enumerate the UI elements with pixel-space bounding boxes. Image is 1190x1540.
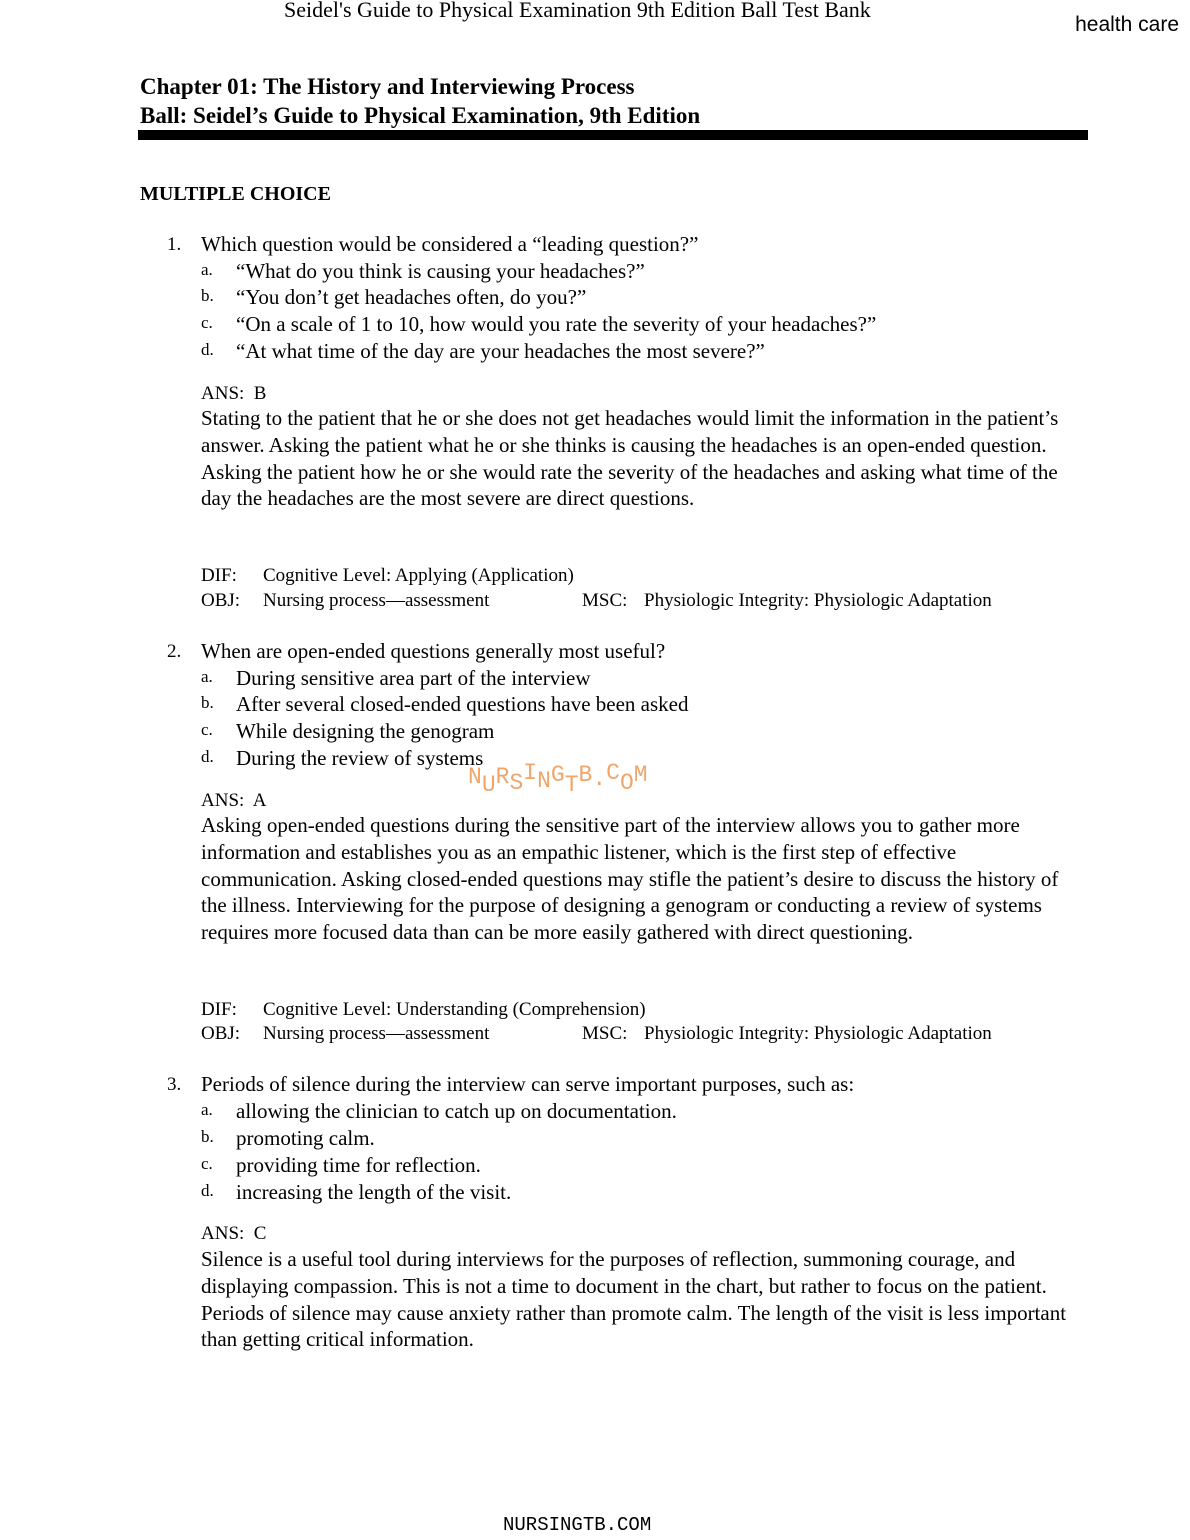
answer-line xyxy=(201,789,266,813)
option-text: During the review of systems xyxy=(236,746,484,770)
dif-value: Cognitive Level: Understanding (Comprehension) xyxy=(263,999,646,1020)
option-text: “You don’t get headaches often, do you?” xyxy=(236,285,587,309)
msc-label: MSC: xyxy=(582,1023,628,1044)
option-text: After several closed-ended questions have been asked xyxy=(236,692,689,716)
answer-label: ANS: xyxy=(201,1223,245,1244)
option-letter: a. xyxy=(201,1100,213,1119)
option-letter: b. xyxy=(201,286,214,305)
obj-value: Nursing process—assessment xyxy=(263,1023,490,1044)
option-text: increasing the length of the visit. xyxy=(236,1180,512,1204)
option-letter: b. xyxy=(201,1127,214,1146)
option-letter: c. xyxy=(201,313,213,332)
answer-line xyxy=(201,1222,266,1246)
dif-label: DIF: xyxy=(201,565,237,586)
msc-value: Physiologic Integrity: Physiologic Adaptation xyxy=(644,590,992,611)
option-text: providing time for reflection. xyxy=(236,1153,481,1177)
section-heading: MULTIPLE CHOICE xyxy=(140,183,331,205)
question-number: 3. xyxy=(167,1074,182,1095)
corner-tag: health care xyxy=(1075,13,1179,36)
answer-value: C xyxy=(253,1223,267,1244)
option-text: During sensitive area part of the interview xyxy=(236,666,591,690)
answer-value: B xyxy=(253,383,267,404)
question-number: 2. xyxy=(167,641,182,662)
title-rule xyxy=(138,130,1088,140)
msc-label: MSC: xyxy=(582,590,628,611)
option-text: allowing the clinician to catch up on documentation. xyxy=(236,1099,677,1123)
question-stem: Periods of silence during the interview can serve important purposes, such as: xyxy=(201,1072,855,1096)
option-letter: d. xyxy=(201,1181,214,1200)
obj-label: OBJ: xyxy=(201,1023,241,1044)
watermark-text: NURSINGTB.COM xyxy=(468,760,648,798)
msc-value: Physiologic Integrity: Physiologic Adaptation xyxy=(644,1023,992,1044)
obj-label: OBJ: xyxy=(201,590,241,611)
footer-text: NURSINGTB.COM xyxy=(503,1514,652,1536)
dif-label: DIF: xyxy=(201,999,237,1020)
option-letter: d. xyxy=(201,340,214,359)
option-letter: c. xyxy=(201,720,213,739)
question-number: 1. xyxy=(167,234,182,255)
option-text: “On a scale of 1 to 10, how would you rate the severity of your headaches?” xyxy=(236,312,877,336)
option-text: “At what time of the day are your headaches the most severe?” xyxy=(236,339,765,363)
chapter-title: Chapter 01: The History and Interviewing Process xyxy=(140,74,635,99)
option-text: While designing the genogram xyxy=(236,719,495,743)
running-header: Seidel's Guide to Physical Examination 9th Edition Ball Test Bank xyxy=(284,0,871,22)
question-stem: When are open-ended questions generally most useful? xyxy=(201,639,666,663)
option-letter: a. xyxy=(201,260,213,279)
rationale: Asking open-ended questions during the sensitive part of the interview allows you to gather more information and establishes you as an empathic listener, which is the first step of effective communication. Asking closed-ended questions may stifle the patient’s desire to discuss the history of the illness. Interviewing for the purpose of designing a genogram or conducting a review of systems requires more focused data than can be more easily gathered with direct questioning. xyxy=(201,813,1059,945)
dif-value: Cognitive Level: Applying (Application) xyxy=(263,565,574,586)
obj-value: Nursing process—assessment xyxy=(263,590,490,611)
answer-value: A xyxy=(252,790,267,811)
option-text: “What do you think is causing your headaches?” xyxy=(236,259,645,283)
option-text: promoting calm. xyxy=(236,1126,375,1150)
watermark xyxy=(468,760,648,798)
option-letter: c. xyxy=(201,1154,213,1173)
question-stem: Which question would be considered a “leading question?” xyxy=(201,232,699,256)
rationale: Silence is a useful tool during interviews for the purposes of reflection, summoning courage, and displaying compassion. This is not a time to document in the chart, but rather to focus on the patient. Periods of silence may cause anxiety rather than promote calm. The length of the visit is less important than getting critical information. xyxy=(201,1247,1067,1352)
option-letter: b. xyxy=(201,693,214,712)
answer-line xyxy=(201,382,266,406)
book-title: Ball: Seidel’s Guide to Physical Examination, 9th Edition xyxy=(140,103,701,128)
answer-label: ANS: xyxy=(201,383,245,404)
option-letter: a. xyxy=(201,667,213,686)
option-letter: d. xyxy=(201,747,214,766)
answer-label: ANS: xyxy=(201,790,245,811)
rationale: Stating to the patient that he or she does not get headaches would limit the information in the patient’s answer. Asking the patient what he or she thinks is causing the headaches is an open-ended question. Asking the patient how he or she would rate the severity of the headaches and asking what time of the day the headaches are the most severe are direct questions. xyxy=(201,406,1059,511)
